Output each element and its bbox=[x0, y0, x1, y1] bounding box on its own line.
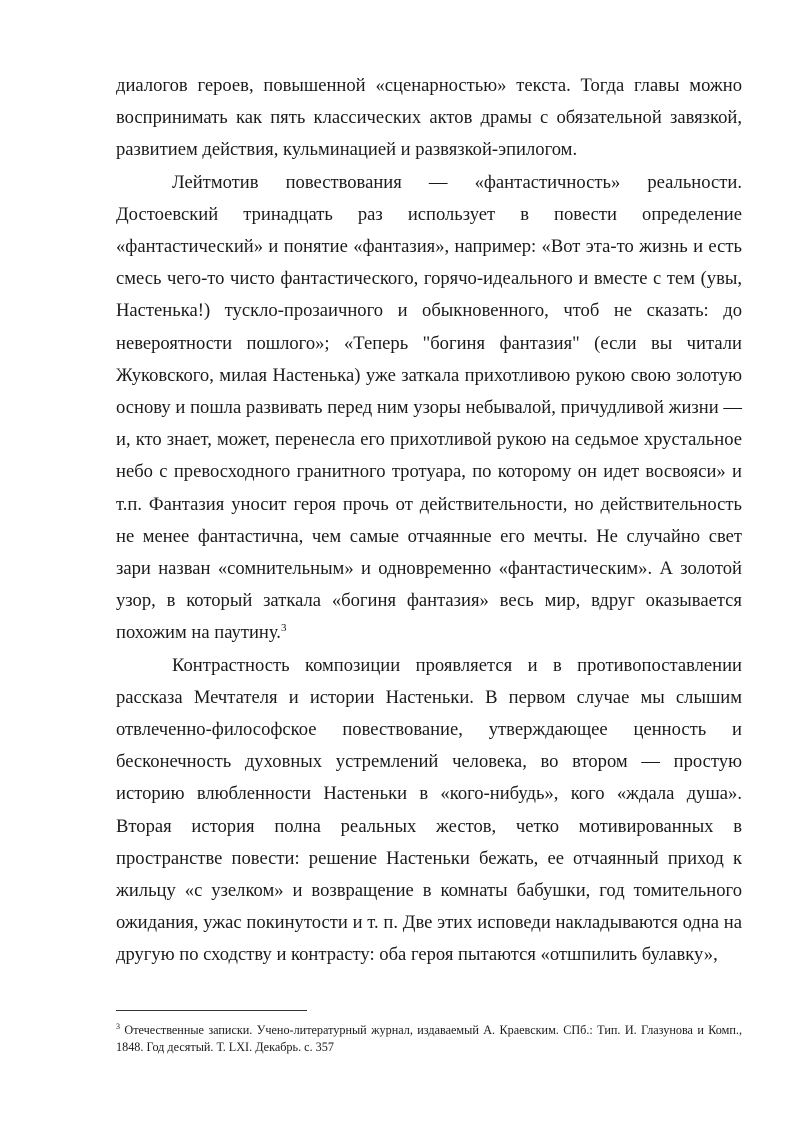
footnote-text: Отечественные записки. Учено-литературный журнал, издаваемый А. Краевским. СПб.: Тип. И. Глазунова и Комп., 1848. Год десятый. Т. LXI. Декабрь. с. 357 bbox=[116, 1023, 742, 1054]
footnote-reference[interactable]: 3 bbox=[280, 622, 287, 635]
paragraph-2 bbox=[116, 167, 742, 650]
paragraph-2-text: Лейтмотив повествования — «фантастичность» реальности. Достоевский тринадцать раз использует в повести определение «фантастический» и понятие «фантазия», например: «Вот эта-то жизнь и есть смесь чего-то чисто фантастического, горячо-идеального и вместе с тем (увы, Настенька!) тускло-прозаичного и обыкновенного, чтоб не сказать: до невероятности пошлого»; «Теперь "богиня фантазия" (если вы читали Жуковского, милая Настенька) уже заткала прихотливою рукою свою золотую основу и пошла развивать перед ним узоры небывалой, причудливой жизни — и, кто знает, может, перенесла его прихотливой рукою на седьмое хрустальное небо с превосходного гранитного тротуара, по которому он идет восвояси» и т.п. Фантазия уносит героя прочь от действительности, но действительность не менее фантастична, чем самые отчаянные его мечты. Не случайно свет зари назван «сомнительным» и одновременно «фантастическим». А золотой узор, в который заткала «богиня фантазия» весь мир, вдруг оказывается похожим на паутину. bbox=[116, 171, 742, 644]
paragraph-1: диалогов героев, повышенной «сценарностью» текста. Тогда главы можно воспринимать как пять классических актов драмы с обязательной завязкой, развитием действия, кульминацией и развязкой-эпилогом. bbox=[116, 75, 742, 161]
footnote bbox=[116, 1022, 742, 1056]
footnote-separator bbox=[116, 1010, 307, 1011]
paragraph-3: Контрастность композиции проявляется и в противопоставлении рассказа Мечтателя и истории Настеньки. В первом случае мы слышим отвлеченно-философское повествование, утверждающее ценность и бесконечность духовных устремлений человека, во втором — простую историю влюбленности Настеньки в «кого-нибудь», кого «ждала душа». Вторая история полна реальных жестов, четко мотивированных в пространстве повести: решение Настеньки бежать, ее отчаянный приход к жильцу «с узелком» и возвращение в комнаты бабушки, год томительного ожидания, ужас покинутости и т. п. Две этих исповеди накладываются одна на другую по сходству и контрасту: оба героя пытаются «отшпилить булавку», bbox=[116, 654, 742, 966]
body-text bbox=[116, 70, 742, 972]
footnote-number: 3 bbox=[116, 1021, 120, 1031]
